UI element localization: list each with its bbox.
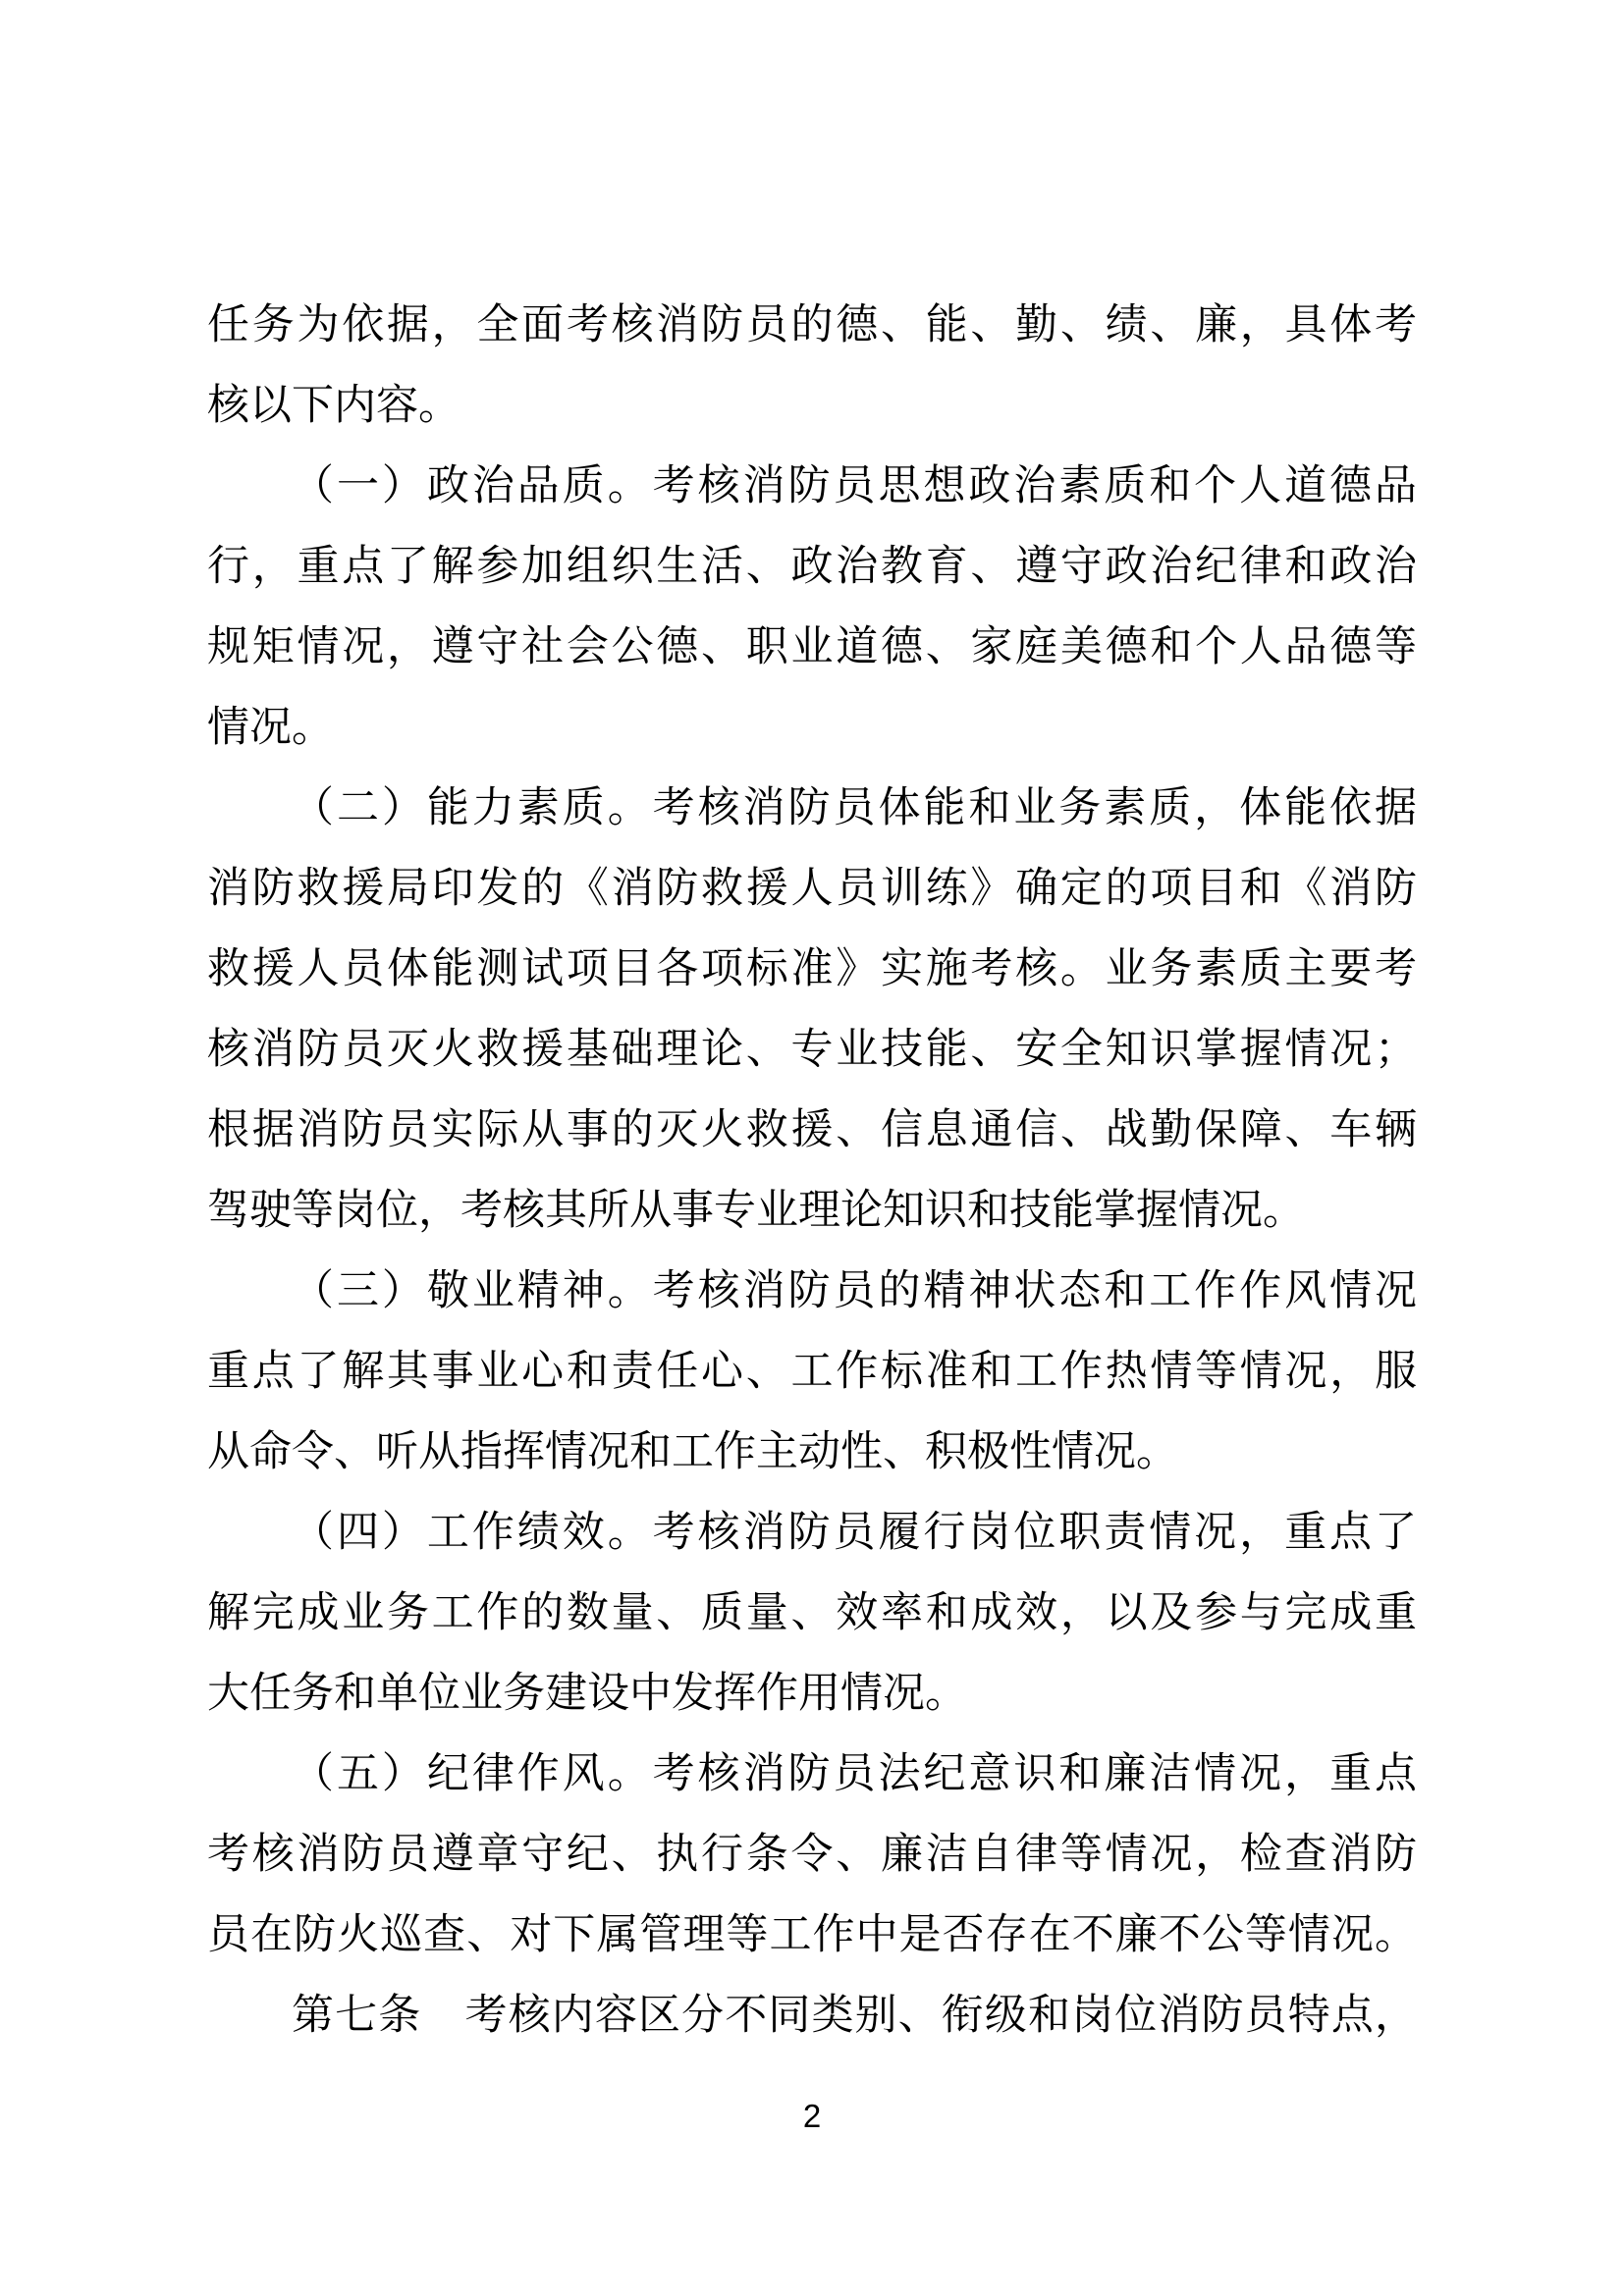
text-line: 驾驶等岗位，考核其所从事专业理论知识和技能掌握情况。 bbox=[207, 1187, 1305, 1234]
text-line: （三）敬业精神。考核消防员的精神状态和工作作风情况 bbox=[292, 1267, 1417, 1314]
text-line: （四）工作绩效。考核消防员履行岗位职责情况，重点了 bbox=[292, 1509, 1417, 1556]
text-line: 根据消防员实际从事的灭火救援、信息通信、战勤保障、车辆 bbox=[207, 1106, 1417, 1153]
text-line: 考核消防员遵章守纪、执行条令、廉洁自律等情况，检查消防 bbox=[207, 1831, 1417, 1878]
text-line: 任务为依据，全面考核消防员的德、能、勤、绩、廉，具体考 bbox=[207, 301, 1417, 348]
text-line: 解完成业务工作的数量、质量、效率和成效，以及参与完成重 bbox=[207, 1589, 1417, 1636]
text-line: 规矩情况，遵守社会公德、职业道德、家庭美德和个人品德等 bbox=[207, 623, 1417, 670]
text-line: （一）政治品质。考核消防员思想政治素质和个人道德品 bbox=[292, 462, 1417, 509]
text-line: 核以下内容。 bbox=[207, 382, 460, 429]
text-line: （二）能力素质。考核消防员体能和业务素质，体能依据 bbox=[292, 784, 1417, 831]
text-line: 大任务和单位业务建设中发挥作用情况。 bbox=[207, 1670, 967, 1717]
text-line: 行，重点了解参加组织生活、政治教育、遵守政治纪律和政治 bbox=[207, 543, 1417, 590]
text-line: 消防救援局印发的《消防救援人员训练》确定的项目和《消防 bbox=[207, 865, 1417, 912]
text-line: 员在防火巡查、对下属管理等工作中是否存在不廉不公等情况。 bbox=[207, 1911, 1417, 1958]
page-number: 2 bbox=[802, 2098, 822, 2134]
text-line: 第七条 考核内容区分不同类别、衔级和岗位消防员特点， bbox=[292, 1992, 1417, 2039]
text-line: 核消防员灭火救援基础理论、专业技能、安全知识掌握情况； bbox=[207, 1026, 1417, 1073]
text-line: 情况。 bbox=[207, 704, 334, 751]
text-line: （五）纪律作风。考核消防员法纪意识和廉洁情况，重点 bbox=[292, 1750, 1417, 1797]
text-line: 救援人员体能测试项目各项标准》实施考核。业务素质主要考 bbox=[207, 945, 1417, 992]
document-body bbox=[207, 285, 1417, 2056]
text-line: 从命令、听从指挥情况和工作主动性、积极性情况。 bbox=[207, 1428, 1178, 1475]
text-line: 重点了解其事业心和责任心、工作标准和工作热情等情况，服 bbox=[207, 1348, 1417, 1395]
